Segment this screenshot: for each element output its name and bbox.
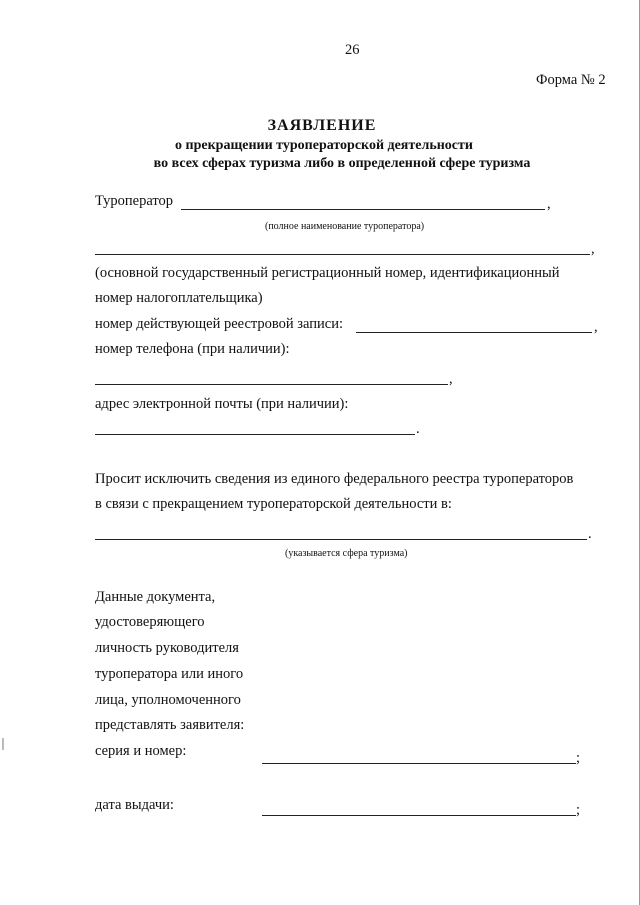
document-title: ЗАЯВЛЕНИЕ — [267, 117, 377, 134]
series-number-label: серия и номер: — [95, 743, 187, 759]
series-number-semicolon: ; — [576, 750, 581, 766]
issue-date-label: дата выдачи: — [95, 797, 174, 813]
touroperator-name-field[interactable] — [181, 209, 545, 210]
touroperator-comma: , — [547, 196, 551, 212]
document-text-line-2: удостоверяющего — [95, 614, 205, 630]
tourism-sphere-hint: (указывается сфера туризма) — [285, 548, 408, 559]
document-subtitle-line-2: во всех сферах туризма либо в определенной сфере туризма — [153, 156, 531, 171]
phone-label: номер телефона (при наличии): — [95, 341, 290, 357]
registration-text-line-1: (основной государственный регистрационный номер, идентификационный — [95, 265, 560, 281]
email-period: . — [416, 421, 420, 437]
phone-field[interactable] — [95, 384, 448, 385]
series-number-field[interactable] — [262, 763, 576, 764]
form-label: Форма № 2 — [536, 72, 606, 88]
tourism-sphere-period: . — [588, 526, 592, 542]
registry-record-comma: , — [594, 319, 598, 335]
document-text-line-6: представлять заявителя: — [95, 717, 245, 733]
issue-date-field[interactable] — [262, 815, 576, 816]
registration-text-line-2: номер налогоплательщика) — [95, 290, 263, 306]
registry-record-field[interactable] — [356, 332, 592, 333]
email-field[interactable] — [95, 434, 415, 435]
touroperator-hint: (полное наименование туроператора) — [265, 221, 425, 232]
tourism-sphere-field[interactable] — [95, 539, 587, 540]
continuation-comma: , — [591, 241, 595, 257]
page-number: 26 — [345, 42, 360, 58]
request-text-line-2: в связи с прекращением туроператорской деятельности в: — [95, 496, 452, 512]
email-label: адрес электронной почты (при наличии): — [95, 396, 349, 412]
document-text-line-5: лица, уполномоченного — [95, 692, 241, 708]
issue-date-semicolon: ; — [576, 802, 581, 818]
request-text-line-1: Просит исключить сведения из единого федерального реестра туроператоров — [95, 471, 574, 487]
registry-record-label: номер действующей реестровой записи: — [95, 316, 344, 332]
phone-comma: , — [449, 371, 453, 387]
document-text-line-1: Данные документа, — [95, 589, 216, 605]
document-subtitle-line-1: о прекращении туроператорской деятельности — [175, 138, 473, 153]
touroperator-name-continuation-field[interactable] — [95, 254, 590, 255]
touroperator-label: Туроператор — [95, 193, 174, 209]
document-text-line-3: личность руководителя — [95, 640, 239, 656]
scan-artifact — [2, 738, 4, 750]
document-text-line-4: туроператора или иного — [95, 666, 244, 682]
